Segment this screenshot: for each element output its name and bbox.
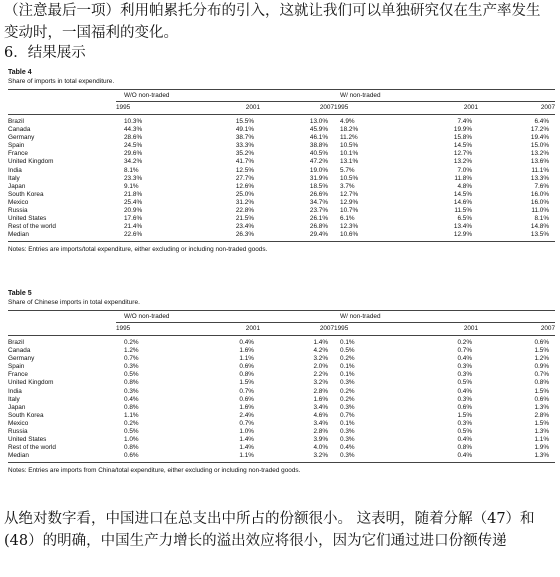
value-cell: 0.2% bbox=[457, 339, 473, 346]
value-cell: 0.8% bbox=[124, 444, 139, 452]
country-cell: Italy bbox=[8, 174, 20, 182]
value-cell: 14.5% bbox=[453, 142, 473, 150]
table-5-label: Table 5 bbox=[8, 290, 32, 297]
value-cell: 0.2% bbox=[124, 419, 139, 427]
value-cell: 6.4% bbox=[534, 118, 550, 125]
year-header: 2001 bbox=[245, 325, 260, 332]
value-cell: 12.5% bbox=[235, 166, 254, 174]
country-cell: Japan bbox=[8, 182, 26, 190]
value-cell: 1.1% bbox=[239, 452, 254, 460]
value-cell: 16.0% bbox=[530, 190, 550, 198]
value-cell: 17.2% bbox=[530, 126, 550, 134]
country-cell: Brazil bbox=[8, 118, 24, 125]
year-header: 2001 bbox=[463, 104, 479, 111]
value-cell: 0.8% bbox=[124, 379, 139, 387]
country-cell: United States bbox=[8, 215, 47, 223]
value-cell: 18.2% bbox=[340, 126, 359, 134]
value-cell: 19.4% bbox=[530, 134, 550, 142]
value-cell: 0.4% bbox=[239, 339, 254, 346]
value-cell: 2.8% bbox=[313, 387, 329, 395]
country-cell: United States bbox=[8, 436, 47, 444]
value-cell: 12.9% bbox=[453, 231, 473, 239]
country-cell: Brazil bbox=[8, 339, 24, 346]
year-header: 1995 bbox=[334, 325, 349, 332]
table-row bbox=[8, 420, 555, 428]
value-cell: 4.8% bbox=[457, 182, 473, 190]
table-row bbox=[8, 444, 555, 452]
value-cell: 27.7% bbox=[235, 174, 254, 182]
value-cell: 0.4% bbox=[124, 395, 139, 403]
table-row bbox=[8, 452, 555, 460]
table-row bbox=[8, 379, 555, 387]
value-cell: 13.1% bbox=[340, 158, 359, 166]
table-row bbox=[8, 199, 555, 207]
country-cell: Rest of the world bbox=[8, 444, 56, 452]
value-cell: 1.2% bbox=[534, 355, 550, 363]
group-header-with-nontraded: W/ non-traded bbox=[334, 90, 555, 102]
country-cell: India bbox=[8, 387, 22, 395]
value-cell: 25.4% bbox=[124, 198, 143, 206]
value-cell: 10.5% bbox=[340, 142, 359, 150]
country-cell: Italy bbox=[8, 395, 20, 403]
intro-paragraph: （注意最后一项）利用帕累托分布的引入，这就让我们可以单独研究仅在生产率发生变动时，一国福利的变化。 bbox=[4, 3, 541, 41]
value-cell: 0.6% bbox=[239, 395, 254, 403]
value-cell: 10.3% bbox=[124, 118, 143, 125]
table-4-label: Table 4 bbox=[8, 69, 32, 76]
value-cell: 6.1% bbox=[340, 215, 355, 223]
value-cell: 31.2% bbox=[235, 198, 254, 206]
table-row bbox=[8, 363, 555, 371]
value-cell: 0.2% bbox=[340, 387, 355, 395]
value-cell: 26.1% bbox=[309, 215, 329, 223]
value-cell: 16.0% bbox=[530, 198, 550, 206]
country-cell: South Korea bbox=[8, 411, 44, 419]
value-cell: 0.7% bbox=[124, 355, 139, 363]
value-cell: 1.5% bbox=[534, 419, 550, 427]
value-cell: 1.5% bbox=[534, 387, 550, 395]
year-header: 2007 bbox=[319, 325, 335, 332]
value-cell: 18.5% bbox=[309, 182, 329, 190]
value-cell: 7.0% bbox=[457, 166, 473, 174]
table-row bbox=[8, 231, 555, 239]
year-header: 2001 bbox=[463, 325, 479, 332]
value-cell: 0.3% bbox=[340, 428, 355, 436]
value-cell: 0.6% bbox=[534, 339, 550, 346]
value-cell: 1.5% bbox=[239, 379, 254, 387]
value-cell: 11.1% bbox=[531, 166, 550, 174]
year-header: 2001 bbox=[245, 104, 260, 111]
table-row bbox=[8, 126, 555, 134]
value-cell: 0.6% bbox=[534, 395, 550, 403]
value-cell: 23.7% bbox=[309, 207, 329, 215]
value-cell: 1.4% bbox=[239, 444, 254, 452]
value-cell: 29.6% bbox=[124, 150, 143, 158]
value-cell: 1.1% bbox=[239, 355, 254, 363]
value-cell: 4.0% bbox=[313, 444, 329, 452]
value-cell: 7.4% bbox=[457, 118, 473, 125]
value-cell: 0.3% bbox=[340, 436, 355, 444]
value-cell: 4.9% bbox=[340, 118, 355, 125]
table-row bbox=[8, 175, 555, 183]
table-row bbox=[8, 134, 555, 142]
value-cell: 0.2% bbox=[340, 395, 355, 403]
value-cell: 0.3% bbox=[124, 363, 139, 371]
country-cell: Median bbox=[8, 231, 29, 239]
value-cell: 12.7% bbox=[340, 190, 359, 198]
table-row bbox=[8, 158, 555, 166]
country-cell: Spain bbox=[8, 363, 25, 371]
value-cell: 0.5% bbox=[457, 428, 473, 436]
value-cell: 13.5% bbox=[530, 231, 550, 239]
value-cell: 0.9% bbox=[534, 363, 550, 371]
value-cell: 0.3% bbox=[340, 379, 355, 387]
value-cell: 0.7% bbox=[239, 419, 254, 427]
value-cell: 0.4% bbox=[457, 436, 473, 444]
table-4-caption: Share of imports in total expenditure. bbox=[8, 78, 115, 85]
value-cell: 1.2% bbox=[124, 347, 139, 355]
value-cell: 0.4% bbox=[340, 444, 355, 452]
value-cell: 15.5% bbox=[235, 118, 254, 125]
country-cell: Rest of the world bbox=[8, 223, 56, 231]
conclusion-paragraph: 从绝对数字看，中国进口在总支出中所占的份额很小。 这表明，随着分解（47）和(48）的明确，中国生产力增长的溢出效应将很小，因为它们通过进口份额传递 bbox=[4, 511, 535, 549]
value-cell: 1.1% bbox=[534, 436, 550, 444]
table-row bbox=[8, 371, 555, 379]
value-cell: 0.8% bbox=[239, 371, 254, 379]
table-row bbox=[8, 355, 555, 363]
value-cell: 19.0% bbox=[309, 166, 329, 174]
value-cell: 4.6% bbox=[313, 411, 329, 419]
value-cell: 10.7% bbox=[340, 207, 359, 215]
value-cell: 9.1% bbox=[124, 182, 139, 190]
value-cell: 4.2% bbox=[313, 347, 329, 355]
value-cell: 21.8% bbox=[124, 190, 143, 198]
table-4-note: Notes: Entries are imports/total expenditure, either excluding or including non-traded goods. bbox=[8, 246, 268, 254]
value-cell: 0.6% bbox=[124, 452, 139, 460]
value-cell: 12.7% bbox=[453, 150, 473, 158]
value-cell: 23.4% bbox=[235, 223, 254, 231]
value-cell: 1.6% bbox=[239, 403, 254, 411]
value-cell: 31.9% bbox=[309, 174, 329, 182]
year-header: 1995 bbox=[116, 104, 131, 111]
year-header: 2007 bbox=[540, 325, 556, 332]
country-cell: Mexico bbox=[8, 419, 29, 427]
value-cell: 5.7% bbox=[340, 166, 355, 174]
value-cell: 0.7% bbox=[457, 347, 473, 355]
value-cell: 12.9% bbox=[340, 198, 359, 206]
value-cell: 0.3% bbox=[457, 419, 473, 427]
value-cell: 44.3% bbox=[124, 126, 143, 134]
table-row bbox=[8, 191, 555, 199]
value-cell: 0.7% bbox=[340, 411, 355, 419]
value-cell: 45.9% bbox=[309, 126, 329, 134]
value-cell: 28.6% bbox=[124, 134, 143, 142]
table-row bbox=[8, 396, 555, 404]
value-cell: 40.5% bbox=[309, 150, 329, 158]
value-cell: 2.8% bbox=[534, 411, 550, 419]
value-cell: 1.5% bbox=[457, 411, 473, 419]
value-cell: 23.3% bbox=[124, 174, 143, 182]
value-cell: 0.1% bbox=[340, 339, 355, 346]
value-cell: 15.8% bbox=[453, 134, 473, 142]
value-cell: 10.6% bbox=[340, 231, 359, 239]
value-cell: 19.9% bbox=[453, 126, 473, 134]
value-cell: 24.5% bbox=[124, 142, 143, 150]
value-cell: 49.1% bbox=[235, 126, 254, 134]
value-cell: 2.2% bbox=[313, 371, 329, 379]
year-header: 2007 bbox=[540, 104, 556, 111]
value-cell: 7.6% bbox=[534, 182, 550, 190]
value-cell: 26.6% bbox=[309, 190, 329, 198]
value-cell: 0.3% bbox=[457, 371, 473, 379]
value-cell: 0.8% bbox=[534, 379, 550, 387]
value-cell: 0.5% bbox=[124, 371, 139, 379]
value-cell: 3.2% bbox=[313, 355, 329, 363]
value-cell: 0.3% bbox=[340, 403, 355, 411]
value-cell: 1.9% bbox=[534, 444, 550, 452]
country-cell: Russia bbox=[8, 207, 28, 215]
table-4 bbox=[8, 89, 555, 242]
value-cell: 3.7% bbox=[340, 182, 355, 190]
value-cell: 0.3% bbox=[457, 395, 473, 403]
value-cell: 0.1% bbox=[340, 419, 355, 427]
value-cell: 22.6% bbox=[124, 231, 143, 239]
value-cell: 38.8% bbox=[309, 142, 329, 150]
value-cell: 0.1% bbox=[340, 371, 355, 379]
value-cell: 41.7% bbox=[235, 158, 254, 166]
table-row bbox=[8, 183, 555, 191]
value-cell: 11.0% bbox=[531, 207, 550, 215]
country-cell: Germany bbox=[8, 355, 35, 363]
table-row bbox=[8, 223, 555, 231]
country-cell: Canada bbox=[8, 347, 31, 355]
group-header-with-nontraded: W/ non-traded bbox=[334, 311, 555, 323]
value-cell: 2.4% bbox=[239, 411, 254, 419]
table-row bbox=[8, 388, 555, 396]
value-cell: 13.2% bbox=[453, 158, 473, 166]
value-cell: 14.5% bbox=[453, 190, 473, 198]
value-cell: 0.2% bbox=[124, 339, 139, 346]
value-cell: 1.1% bbox=[124, 411, 139, 419]
value-cell: 21.4% bbox=[124, 223, 143, 231]
value-cell: 3.4% bbox=[313, 403, 329, 411]
value-cell: 33.3% bbox=[235, 142, 254, 150]
value-cell: 26.8% bbox=[309, 223, 329, 231]
value-cell: 1.5% bbox=[534, 347, 550, 355]
value-cell: 1.0% bbox=[239, 428, 254, 436]
value-cell: 2.8% bbox=[313, 428, 329, 436]
value-cell: 38.7% bbox=[235, 134, 254, 142]
value-cell: 11.5% bbox=[454, 207, 473, 215]
value-cell: 8.1% bbox=[124, 166, 139, 174]
table-5-caption: Share of Chinese imports in total expenditure. bbox=[8, 299, 140, 306]
value-cell: 13.6% bbox=[530, 158, 550, 166]
value-cell: 12.3% bbox=[340, 223, 359, 231]
value-cell: 1.3% bbox=[534, 403, 550, 411]
table-5-note: Notes: Entries are imports from China/total expenditure, either excluding or including non-traded goods. bbox=[8, 467, 301, 475]
value-cell: 0.5% bbox=[124, 428, 139, 436]
value-cell: 8.1% bbox=[534, 215, 550, 223]
table-row bbox=[8, 215, 555, 223]
value-cell: 12.6% bbox=[235, 182, 254, 190]
table-row bbox=[8, 428, 555, 436]
value-cell: 0.7% bbox=[239, 387, 254, 395]
value-cell: 0.6% bbox=[239, 363, 254, 371]
country-cell: France bbox=[8, 150, 28, 158]
country-cell: Mexico bbox=[8, 198, 29, 206]
value-cell: 1.6% bbox=[313, 395, 329, 403]
table-row bbox=[8, 142, 555, 150]
value-cell: 1.3% bbox=[534, 452, 550, 460]
value-cell: 1.0% bbox=[124, 436, 139, 444]
table-row bbox=[8, 339, 555, 347]
country-cell: United Kingdom bbox=[8, 158, 54, 166]
value-cell: 34.2% bbox=[124, 158, 143, 166]
value-cell: 1.4% bbox=[239, 436, 254, 444]
value-cell: 3.4% bbox=[313, 419, 329, 427]
value-cell: 46.1% bbox=[309, 134, 329, 142]
value-cell: 3.2% bbox=[313, 379, 329, 387]
year-header: 1995 bbox=[334, 104, 349, 111]
value-cell: 14.8% bbox=[530, 223, 550, 231]
value-cell: 2.0% bbox=[313, 363, 329, 371]
group-header-without-nontraded: W/O non-traded bbox=[116, 90, 334, 102]
country-cell: South Korea bbox=[8, 190, 44, 198]
value-cell: 10.5% bbox=[340, 174, 359, 182]
value-cell: 6.5% bbox=[457, 215, 473, 223]
table-row bbox=[8, 150, 555, 158]
value-cell: 0.1% bbox=[340, 363, 355, 371]
value-cell: 1.6% bbox=[239, 347, 254, 355]
group-header-without-nontraded: W/O non-traded bbox=[116, 311, 334, 323]
value-cell: 0.5% bbox=[457, 379, 473, 387]
table-row bbox=[8, 436, 555, 444]
value-cell: 11.8% bbox=[454, 174, 473, 182]
country-cell: Canada bbox=[8, 126, 31, 134]
value-cell: 17.6% bbox=[124, 215, 143, 223]
country-cell: Germany bbox=[8, 134, 35, 142]
value-cell: 13.4% bbox=[453, 223, 473, 231]
country-cell: Median bbox=[8, 452, 29, 460]
value-cell: 20.9% bbox=[124, 207, 143, 215]
value-cell: 21.5% bbox=[235, 215, 254, 223]
country-cell: Japan bbox=[8, 403, 26, 411]
value-cell: 0.8% bbox=[457, 444, 473, 452]
value-cell: 0.8% bbox=[124, 403, 139, 411]
value-cell: 11.2% bbox=[340, 134, 358, 142]
country-cell: United Kingdom bbox=[8, 379, 54, 387]
table-row bbox=[8, 412, 555, 420]
value-cell: 22.8% bbox=[235, 207, 254, 215]
year-header: 1995 bbox=[116, 325, 131, 332]
table-5-block bbox=[8, 289, 555, 475]
value-cell: 29.4% bbox=[309, 231, 329, 239]
value-cell: 15.0% bbox=[530, 142, 550, 150]
value-cell: 47.2% bbox=[309, 158, 329, 166]
value-cell: 3.2% bbox=[313, 452, 329, 460]
country-cell: Spain bbox=[8, 142, 25, 150]
table-row bbox=[8, 207, 555, 215]
value-cell: 0.2% bbox=[340, 355, 355, 363]
value-cell: 1.4% bbox=[313, 339, 329, 346]
value-cell: 0.5% bbox=[340, 347, 355, 355]
value-cell: 0.3% bbox=[124, 387, 139, 395]
value-cell: 3.9% bbox=[313, 436, 329, 444]
value-cell: 0.4% bbox=[457, 355, 473, 363]
country-cell: India bbox=[8, 166, 22, 174]
value-cell: 13.2% bbox=[530, 150, 550, 158]
value-cell: 25.0% bbox=[235, 190, 254, 198]
value-cell: 0.4% bbox=[457, 452, 473, 460]
table-row bbox=[8, 404, 555, 412]
section-heading: 6．结果展示 bbox=[4, 45, 86, 61]
country-cell: Russia bbox=[8, 428, 28, 436]
table-row bbox=[8, 118, 555, 126]
value-cell: 0.7% bbox=[534, 371, 550, 379]
value-cell: 0.3% bbox=[340, 452, 355, 460]
year-header: 2007 bbox=[319, 104, 335, 111]
value-cell: 26.3% bbox=[235, 231, 254, 239]
value-cell: 1.3% bbox=[534, 428, 550, 436]
value-cell: 0.6% bbox=[457, 403, 473, 411]
value-cell: 0.4% bbox=[457, 387, 473, 395]
country-cell: France bbox=[8, 371, 28, 379]
table-4-block bbox=[8, 68, 555, 254]
value-cell: 10.1% bbox=[340, 150, 359, 158]
value-cell: 14.6% bbox=[453, 198, 473, 206]
table-5 bbox=[8, 310, 555, 463]
value-cell: 0.3% bbox=[457, 363, 473, 371]
value-cell: 13.3% bbox=[530, 174, 550, 182]
table-row bbox=[8, 167, 555, 175]
table-row bbox=[8, 347, 555, 355]
value-cell: 35.2% bbox=[235, 150, 254, 158]
value-cell: 13.0% bbox=[309, 118, 329, 125]
value-cell: 34.7% bbox=[309, 198, 329, 206]
